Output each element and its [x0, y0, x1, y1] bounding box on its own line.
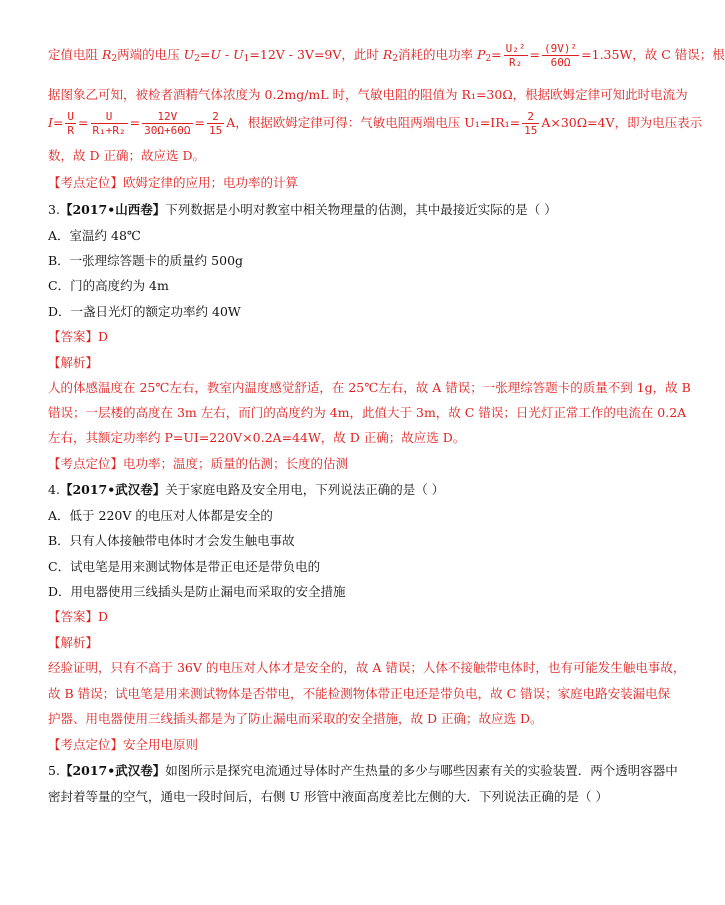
answer: 【答案】D: [48, 329, 109, 344]
explanation-line: I= $\frac{U}{R}$ = $\frac{U}{\text{R₁+R₂}}$ = $\frac{12V}{30\Omega+60\Omega}$ = $\frac{2}{15}$ A，根据欧姆定律可得：气敏电阻两端电压 U₁=IR₁= $\frac{2}{15}$ A×30Ω=4V，即为电压表示: [48, 110, 703, 137]
option-d: D．用电器使用三线插头是防止漏电而采取的安全措施: [48, 584, 346, 599]
knowledge-point: 【考点定位】欧姆定律的应用；电功率的计算: [48, 175, 299, 190]
explanation-line: 左右，其额定功率约 P=UI=220V×0.2A=44W，故 D 正确；故应选 D。: [48, 430, 466, 445]
fraction: $\frac{\text{(9V)²}}{60\Omega}$: [544, 42, 578, 69]
explanation-line: 人的体感温度在 25℃左右，教室内温度感觉舒适，在 25℃左右，故 A 错误；一张理综答题卡的质量不到 1g，故 B: [48, 380, 691, 395]
fraction: $\frac{\text{U₂²}}{\text{R₂}}$: [505, 42, 526, 69]
fraction: $\frac{2}{15}$: [208, 110, 223, 137]
question-stem: 5.【2017•武汉卷】如图所示是探究电流通过导体时产生热量的多少与哪些因素有关的实验装置．两个透明容器中: [48, 763, 678, 778]
explanation-line: 护器、用电器使用三线插头都是为了防止漏电而采取的安全措施，故 D 正确；故应选 D。: [48, 711, 543, 726]
knowledge-point: 【考点定位】安全用电原则: [48, 737, 199, 752]
question-stem: 3.【2017•山西卷】下列数据是小明对教室中相关物理量的估测，其中最接近实际的是（ ）: [48, 202, 557, 217]
fraction: $\frac{U}{R}$: [67, 110, 75, 137]
option-a: A．室温约 48℃: [48, 228, 141, 243]
fraction: $\frac{2}{15}$: [524, 110, 538, 137]
question-stem-continued: 密封着等量的空气，通电一段时间后，右侧 U 形管中液面高度差比左侧的大．下列说法正确的是（ ）: [48, 789, 608, 804]
answer: 【答案】D: [48, 609, 109, 624]
option-c: C．门的高度约为 4m: [48, 278, 169, 293]
fraction: $\frac{12V}{30\Omega+60\Omega}$: [144, 110, 191, 137]
explanation-line: 错误；一层楼的高度在 3m 左右，而门的高度约为 4m，此值大于 3m，故 C 错误；日光灯正常工作的电流在 0.2A: [48, 405, 687, 420]
option-b: B．只有人体接触带电体时才会发生触电事故: [48, 533, 295, 548]
explanation-line: 故 B 错误；试电笔是用来测试物体是否带电，不能检测物体带正电还是带负电，故 C 错误；家庭电路安装漏电保: [48, 686, 671, 701]
analysis-heading: 【解析】: [48, 635, 99, 650]
fraction: $\frac{U}{\text{R₁+R₂}}$: [92, 110, 126, 137]
knowledge-point: 【考点定位】电功率；温度；质量的估测；长度的估测: [48, 456, 349, 471]
explanation-line: 经验证明，只有不高于 36V 的电压对人体才是安全的，故 A 错误；人体不接触带电体时，也有可能发生触电事故，: [48, 660, 686, 675]
explanation-line: 数，故 D 正确；故应选 D。: [48, 148, 205, 163]
option-a: A．低于 220V 的电压对人体都是安全的: [48, 508, 273, 523]
option-b: B．一张理综答题卡的质量约 500g: [48, 253, 244, 268]
question-stem: 4.【2017•武汉卷】关于家庭电路及安全用电，下列说法正确的是（ ）: [48, 482, 445, 497]
analysis-heading: 【解析】: [48, 355, 99, 370]
option-c: C．试电笔是用来测试物体是带正电还是带负电的: [48, 559, 321, 574]
explanation-line: 据图象乙可知，被检者酒精气体浓度为 0.2mg/mL 时，气敏电阻的阻值为 R₁=30Ω，根据欧姆定律可知此时电流为: [48, 87, 688, 102]
explanation-line: 定值电阻 $R_2$两端的电压 $U_2=U - U_1=12V - 3V=9V$，此时 $R_2$消耗的电功率 $P_2=$ $\frac{\text{U₂²}}{\text{R₂}}$ = $\frac{\text{(9V)²}}{60\Omega}$ =1.35W，故 C 错误；根: [48, 42, 725, 69]
option-d: D．一盏日光灯的额定功率约 40W: [48, 304, 241, 319]
